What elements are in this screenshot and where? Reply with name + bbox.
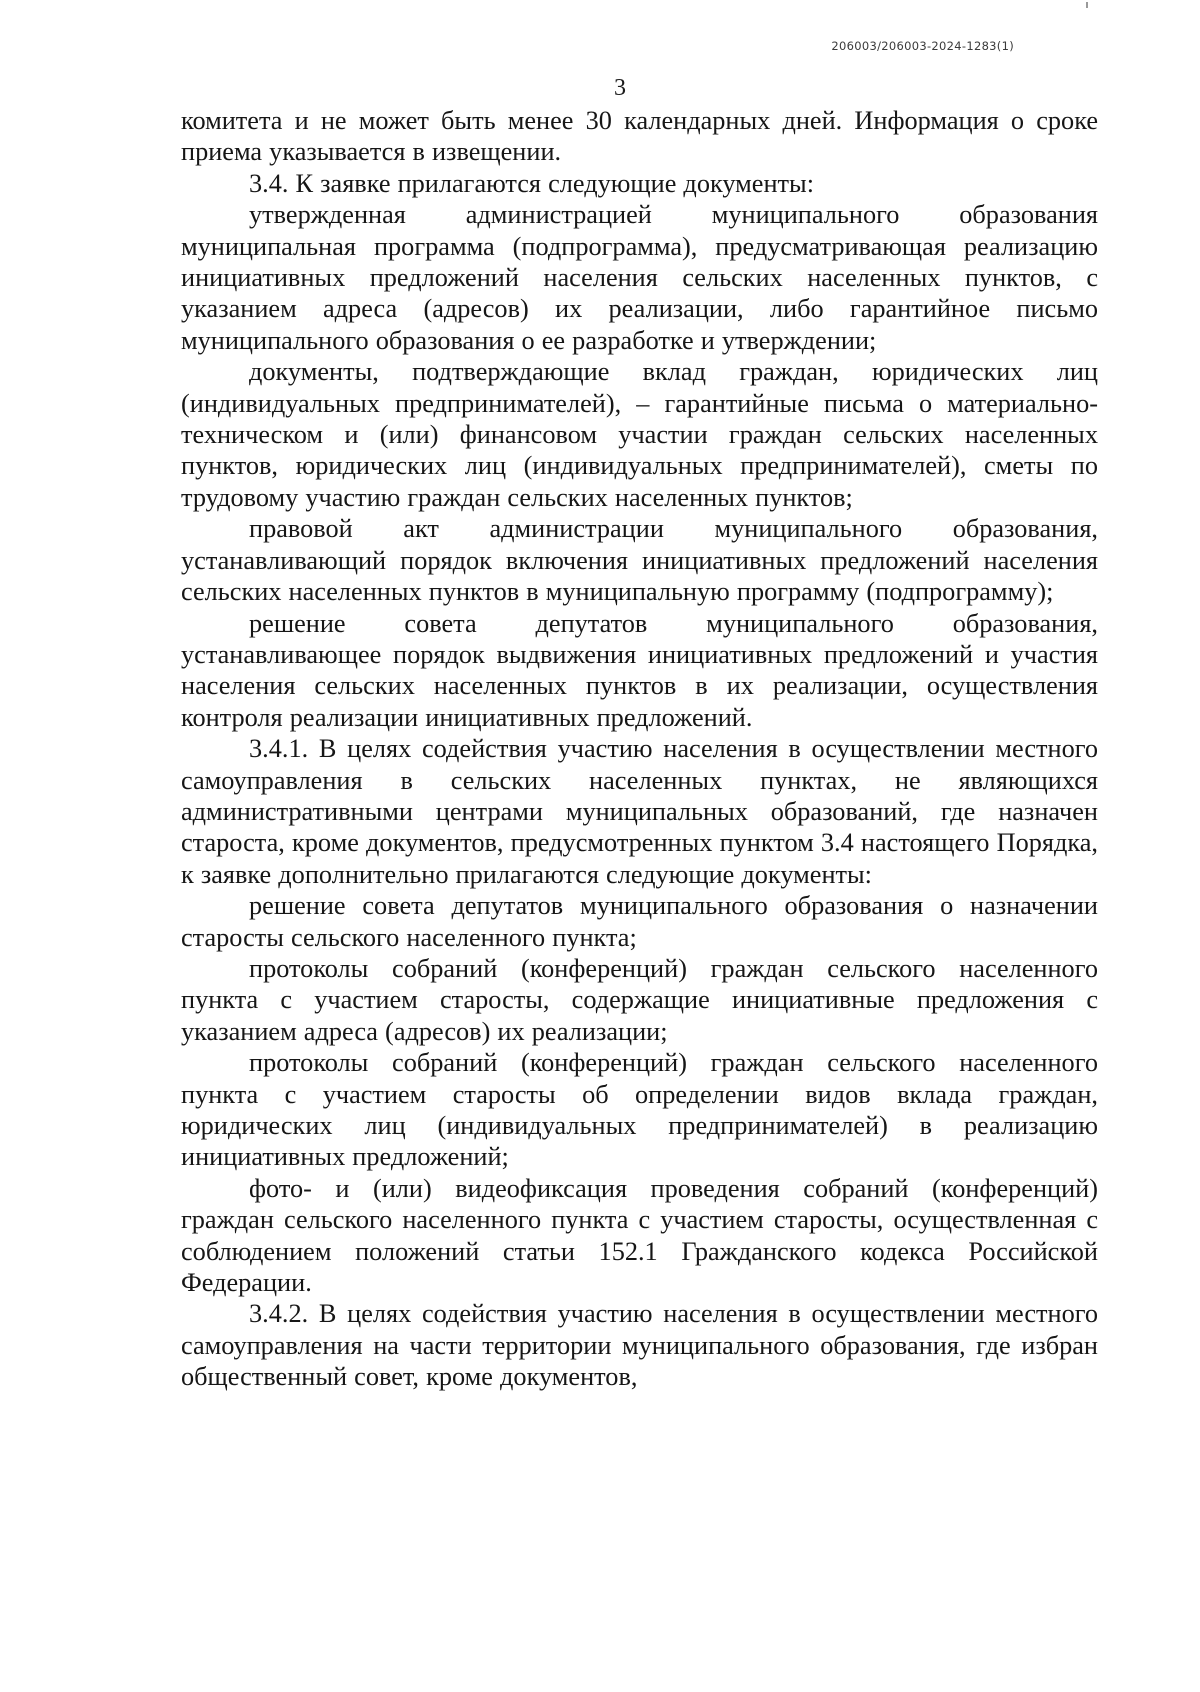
paragraph-3-4: 3.4. К заявке прилагаются следующие документы: bbox=[249, 168, 815, 198]
paragraph-program: утвержденная администрацией муниципального образования муниципальная программа (подпрограмма), предусматривающая реализацию инициативных предложений населения сельских населенных пунктов, с указанием адреса (адресов) их реализации, либо гарантийное письмо муниципального образования о ее разработке и утверждении; bbox=[181, 200, 1098, 355]
scan-mark bbox=[1086, 2, 1088, 8]
paragraph-council-decision: решение совета депутатов муниципального образования, устанавливающее порядок выдвижения инициативных предложений и участия населения сельских населенных пунктов в их реализации, осуществления контроля реализации инициативных предложений. bbox=[181, 608, 1098, 732]
paragraph-meeting-protocols: протоколы собраний (конференций) граждан сельского населенного пункта с участием старосты, содержащие инициативные предложения с указанием адреса (адресов) их реализации; bbox=[181, 953, 1098, 1046]
paragraph-3-4-2: 3.4.2. В целях содействия участию населения в осуществлении местного самоуправления на части территории муниципального образования, где избран общественный совет, кроме документов, bbox=[181, 1299, 1098, 1392]
paragraph-contribution-protocols: протоколы собраний (конференций) граждан сельского населенного пункта с участием старосты об определении видов вклада граждан, юридических лиц (индивидуальных предпринимателей) в реализацию инициативных предложений; bbox=[181, 1048, 1098, 1172]
paragraph-continuation: комитета и не может быть менее 30 календарных дней. Информация о сроке приема указывается в извещении. bbox=[181, 106, 1098, 167]
paragraph-legal-act: правовой акт администрации муниципального образования, устанавливающий порядок включения инициативных предложений населения сельских населенных пунктов в муниципальную программу (подпрограмму); bbox=[181, 514, 1098, 607]
paragraph-elder-appointment: решение совета депутатов муниципального образования о назначении старосты сельского населенного пункта; bbox=[181, 891, 1098, 952]
paragraph-photo-video: фото- и (или) видеофиксация проведения собраний (конференций) граждан сельского населенного пункта с участием старосты, осуществленная с соблюдением положений статьи 152.1 Гражданского кодекса Российской Федерации. bbox=[181, 1173, 1098, 1298]
paragraph-contribution-docs: документы, подтверждающие вклад граждан, юридических лиц (индивидуальных предпринимателей), – гарантийные письма о материально-техническом и (или) финансовом участии граждан сельских населенных пунктов, юридических лиц (индивидуальных предпринимателей), сметы по трудовому участию граждан сельских населенных пунктов; bbox=[181, 357, 1098, 512]
document-id: 206003/206003-2024-1283(1) bbox=[831, 39, 1014, 53]
page-number: 3 bbox=[614, 75, 626, 101]
document-body bbox=[181, 105, 1098, 1393]
paragraph-3-4-1: 3.4.1. В целях содействия участию населения в осуществлении местного самоуправления в сельских населенных пунктах, не являющихся административными центрами муниципальных образований, где назначен староста, кроме документов, предусмотренных пунктом 3.4 настоящего Порядка, к заявке дополнительно прилагаются следующие документы: bbox=[181, 734, 1098, 889]
